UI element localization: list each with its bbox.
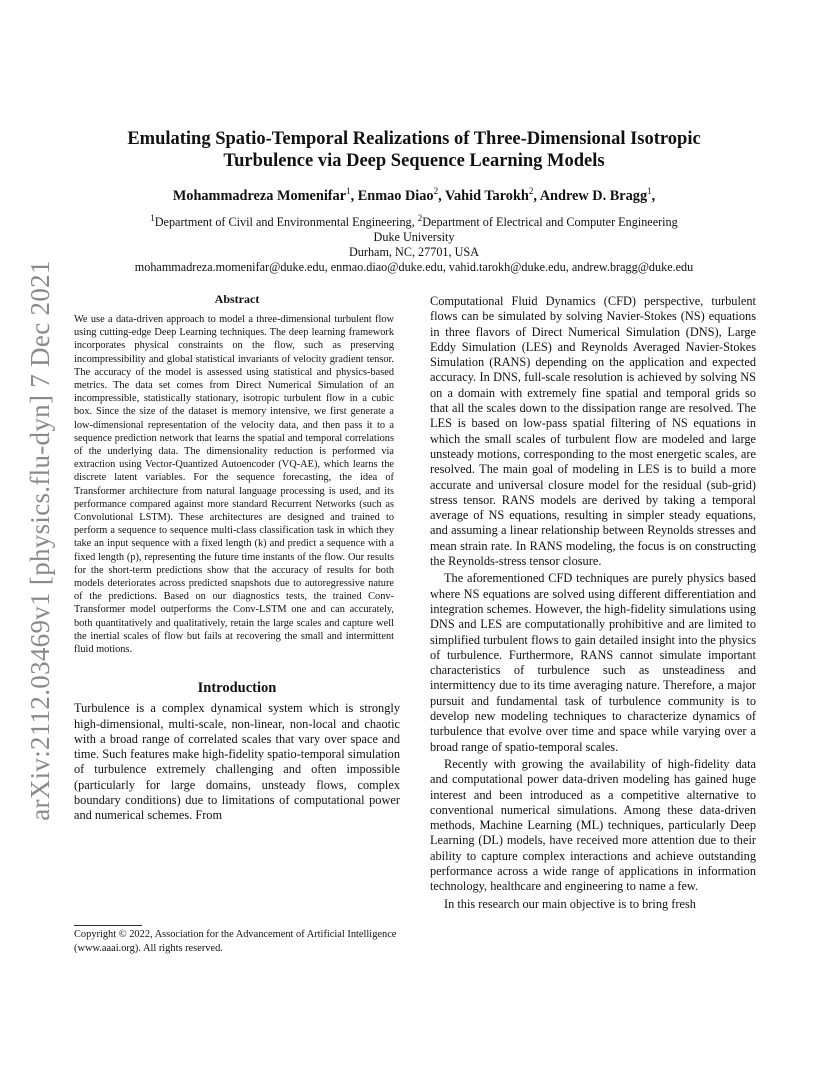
author-separator: , <box>651 187 656 204</box>
author-separator: , <box>533 187 540 204</box>
abstract-heading: Abstract <box>214 292 260 306</box>
data-driven-paragraph: Recently with growing the availability of high-fidelity data and computational power data-driven modeling has gained huge interest and been introduced as a competitive alternative to conventional numerical simulations. Among these data-driven methods, Machine Learning (ML) techniques, particularly Deep Learning (DL) models, have received more attention due to their ability to capture complex interactions and achieve outstanding performance across a wide range of applications in information technology, healthcare and engineering to name a few. <box>430 756 756 894</box>
author-affiliation-mark: 2 <box>528 186 534 196</box>
author-affiliation-mark: 1 <box>346 186 351 196</box>
affiliation-civil: Department of Civil and Environmental Engineering, <box>154 214 418 229</box>
left-column <box>74 292 400 824</box>
author-separator: , <box>438 187 445 204</box>
author-affiliation-mark: 1 <box>647 186 652 196</box>
author-name: Enmao Diao <box>357 187 434 204</box>
cfd-paragraph: Computational Fluid Dynamics (CFD) perspective, turbulent flows can be simulated by solving Navier-Stokes (NS) equations in three flavors of Direct Numerical Simulation (DNS), Large Eddy Simulation (LES) and Reynolds Averaged Navier-Stokes Simulation (RANS) depending on the application and expected accuracy. In DNS, full-scale resolution is achieved by solving NS on a domain with extremely fine spatial and temporal grids so that all the scales down to the dissipation range are resolved. The LES is based on low-pass spatial filtering of NS equations in which the small scales of turbulent flow are modeled and large unsteady motions, corresponding to the most energetic scales, are resolved. The main goal of modeling in LES is to build a more accurate and universal closure model for the residual (sub-grid) stress tensor. RANS models are derived by taking a temporal average of NS equations, resulting in simpler steady equations, and assuming a linear relationship between Reynolds stresses and mean strain rate. In RANS modeling, the focus is on constructing the Reynolds-stress tensor closure. <box>430 294 756 569</box>
title-line-2: Turbulence via Deep Sequence Learning Models <box>223 151 605 171</box>
introduction-paragraph: Turbulence is a complex dynamical system which is strongly high-dimensional, multi-scale, non-linear, non-local and chaotic with a broad range of correlated scales that vary over space and time. Such features make high-fidelity spatio-temporal simulation of turbulence extremely challenging and often impossible (particularly for large domains, unsteady flows, complex boundary conditions) due to limitations of computational power and numerical schemes. From <box>74 701 400 823</box>
introduction-heading: Introduction <box>197 680 277 697</box>
affiliation-address: Durham, NC, 27701, USA <box>349 244 479 259</box>
objective-paragraph: In this research our main objective is to bring fresh <box>444 896 696 911</box>
affiliations <box>74 211 754 275</box>
copyright-footnote: Copyright © 2022, Association for the Advancement of Artificial Intelligence (www.aaai.org). All rights reserved. <box>74 929 397 954</box>
cfd-techniques-paragraph: The aforementioned CFD techniques are purely physics based where NS equations are solved using different differentiation and integration schemes. However, the high-fidelity simulations using DNS and LES are computationally prohibitive and are limited to simplified turbulent flows to gain detailed insight into the physics of turbulence. Furthermore, RANS cannot simulate important characteristics of turbulence such as unsteadiness and intermittency due to its time averaging nature. Therefore, a major pursuit and fundamental task of turbulence community is to develop new modeling techniques to characterize dynamics of turbulence that evolve over time and space while varying over a broad range of spatio-temporal scales. <box>430 571 756 754</box>
paper-header <box>74 128 754 275</box>
author-name: Vahid Tarokh <box>444 187 529 204</box>
author-name: Andrew D. Bragg <box>539 187 648 204</box>
affiliation-university: Duke University <box>373 229 455 244</box>
right-column <box>430 294 756 912</box>
footnote-divider <box>74 925 142 926</box>
author-affiliation-mark: 2 <box>433 186 439 196</box>
arxiv-identifier: arXiv:2112.03469v1 [physics.flu-dyn] 7 Dec 2021 <box>24 259 55 821</box>
paper-title <box>74 128 754 172</box>
title-line-1: Emulating Spatio-Temporal Realizations of Three-Dimensional Isotropic <box>127 129 701 149</box>
affiliation-electrical: Department of Electrical and Computer Engineering <box>422 214 678 229</box>
author-separator: , <box>350 187 358 204</box>
affiliation-mark: 2 <box>417 212 423 223</box>
affiliation-line-1 <box>74 211 754 230</box>
affiliation-mark: 1 <box>150 212 155 223</box>
author-list <box>74 186 754 205</box>
author-name: Mohammadreza Momenifar <box>172 187 347 204</box>
abstract-text: We use a data-driven approach to model a three-dimensional turbulent flow using cutting-edge Deep Learning techniques. The deep learning framework incorporates physical constraints on the flow, such as preserving incompressibility and global statistical invariants of velocity gradient tensor. The accuracy of the model is assessed using statistical and physics-based metrics. The data set comes from Direct Numerical Simulation of an incompressible, statistically stationary, isotropic turbulent flow in a cubic box. Since the size of the dataset is memory intensive, we first generate a low-dimensional representation of the velocity data, and then pass it to a sequence prediction network that learns the spatial and temporal correlations of the underlying data. The dimensionality reduction is performed via extraction using Vector-Quantized Autoencoder (VQ-AE), which learns the discrete latent variables. For the sequence forecasting, the idea of Transformer architecture from natural language processing is used, and its performance compared against more standard Recurrent Networks (such as Convolutional LSTM). These architectures are designed and trained to perform a sequence to sequence multi-class classification task in which they take an input sequence with a fixed length (k) and predict a sequence with a fixed length (p), representing the future time instants of the flow. Our results for the short-term predictions show that the accuracy of results for both models deteriorates across predicted snapshots due to autoregressive nature of the predictions. Based on our diagnostics tests, the trained Conv-Transformer model outperforms the Conv-LSTM one and can accurately, both quantitatively and qualitatively, retain the large scales and capture well the inertial scales of flow but fails at recovering the small and intermittent fluid motions. <box>74 314 394 656</box>
author-emails: mohammadreza.momenifar@duke.edu, enmao.diao@duke.edu, vahid.tarokh@duke.edu, andrew.bragg@duke.edu <box>134 259 694 274</box>
arxiv-sidebar-stamp <box>22 260 58 820</box>
